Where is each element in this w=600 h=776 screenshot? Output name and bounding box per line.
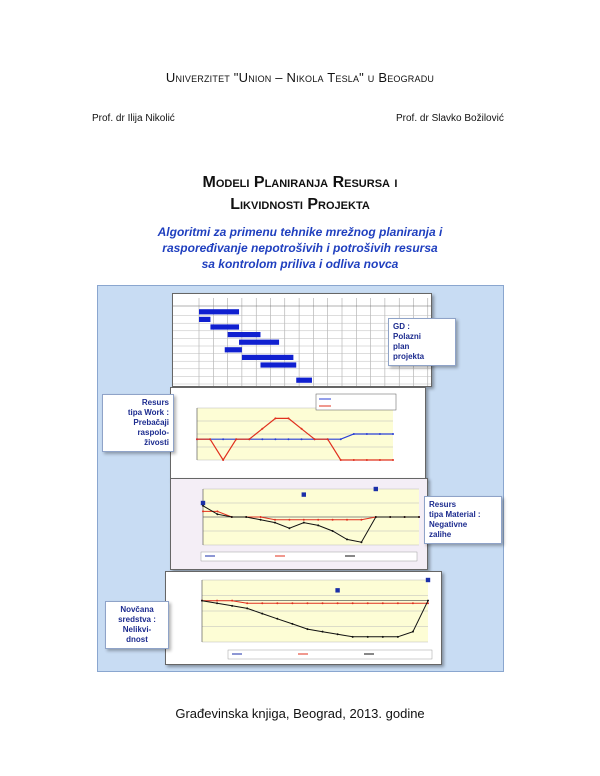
series-marker [288, 527, 290, 529]
series-marker [322, 631, 324, 633]
series-marker [261, 613, 263, 615]
series-marker [337, 602, 339, 604]
series-marker [360, 519, 362, 521]
series-marker [375, 516, 377, 518]
series-marker [418, 516, 420, 518]
series-marker [196, 438, 198, 440]
university-name: Univerzitet "Union – Nikola Tesla" u Beogradu [165, 70, 435, 85]
title-line-2: Likvidnosti Projekta [230, 196, 370, 213]
series-marker [382, 636, 384, 638]
gantt-bar [239, 340, 279, 345]
series-marker [303, 519, 305, 521]
series-marker [216, 602, 218, 604]
series-marker [306, 628, 308, 630]
series-marker [202, 505, 204, 507]
callout-material [424, 496, 502, 544]
series-marker [392, 459, 394, 461]
series-marker [337, 633, 339, 635]
series-marker [231, 600, 233, 602]
series-marker [303, 522, 305, 524]
series-marker [231, 516, 233, 518]
money-chart-svg [166, 572, 441, 664]
book-subtitle [0, 224, 600, 272]
series-marker [274, 438, 276, 440]
callout-money-line: sredstva : [118, 615, 156, 624]
callout-money-line: dnost [126, 635, 148, 644]
gantt-bar [228, 332, 261, 337]
series-marker [291, 602, 293, 604]
series-marker [201, 600, 203, 602]
series-marker [366, 433, 368, 435]
series-marker [216, 513, 218, 515]
book-title [0, 172, 600, 216]
callout-money [105, 601, 169, 649]
callout-work-line: raspolo- [137, 428, 169, 437]
series-marker [327, 438, 329, 440]
callout-material-line: Negativne [429, 520, 468, 529]
series-marker [360, 541, 362, 543]
material-chart-svg [171, 479, 427, 569]
money_legend-legend-box [228, 650, 432, 659]
gantt-bar [199, 309, 239, 314]
series-marker [317, 519, 319, 521]
author-left: Prof. dr Ilija Nikolić [92, 113, 175, 124]
callout-money-line: Nelikvi- [122, 625, 152, 634]
series-marker [276, 602, 278, 604]
callout-work-line: Prebačaji [133, 418, 169, 427]
series-marker [235, 438, 237, 440]
series-marker [301, 428, 303, 430]
series-marker [246, 602, 248, 604]
series-marker [427, 600, 429, 602]
series-marker [274, 522, 276, 524]
series-marker [412, 631, 414, 633]
series-marker [216, 510, 218, 512]
gantt-bar [210, 324, 239, 329]
material_legend-legend-box [201, 552, 417, 561]
series-point [374, 487, 378, 491]
series-marker [222, 459, 224, 461]
gantt-bar [225, 347, 242, 352]
series-marker [397, 602, 399, 604]
callout-material-line: zalihe [429, 530, 452, 539]
series-marker [332, 519, 334, 521]
callout-work [102, 394, 174, 452]
series-marker [382, 602, 384, 604]
callout-money-line: Novčana [120, 605, 154, 614]
subtitle-line-3: sa kontrolom priliva i odliva novca [201, 257, 399, 271]
callout-gd-line: Polazni [393, 332, 422, 341]
publisher-footer: Građevinska knjiga, Beograd, 2013. godine [175, 706, 425, 721]
series-marker [274, 417, 276, 419]
gantt-bar [296, 378, 312, 383]
series-marker [314, 438, 316, 440]
series-marker [261, 602, 263, 604]
gantt-bar [260, 362, 296, 367]
author-right: Prof. dr Slavko Božilović [396, 113, 504, 124]
work-legend-box [316, 394, 396, 410]
series-marker [260, 519, 262, 521]
series-marker [248, 438, 250, 440]
subtitle-line-2: raspoređivanje nepotrošivih i potrošivih resursa [162, 241, 438, 255]
series-marker [340, 459, 342, 461]
series-marker [222, 438, 224, 440]
series-marker [287, 417, 289, 419]
series-marker [301, 438, 303, 440]
series-marker [404, 516, 406, 518]
series-marker [291, 623, 293, 625]
series-marker [322, 602, 324, 604]
series-point [302, 492, 306, 496]
series-marker [379, 433, 381, 435]
gantt-bar [242, 355, 293, 360]
series-marker [346, 519, 348, 521]
callout-material-line: tipa Material : [429, 510, 481, 519]
series-marker [216, 600, 218, 602]
series-marker [209, 438, 211, 440]
series-marker [317, 524, 319, 526]
callout-gd-line: projekta [393, 352, 425, 361]
callout-gd [388, 318, 456, 366]
series-marker [392, 433, 394, 435]
series-marker [246, 607, 248, 609]
series-marker [367, 602, 369, 604]
series-marker [306, 602, 308, 604]
callout-gd-line: GD : [393, 322, 410, 331]
series-marker [261, 428, 263, 430]
subtitle-line-1: Algoritmi za primenu tehnike mrežnog planiranja i [157, 225, 443, 239]
series-marker [340, 438, 342, 440]
series-marker [260, 516, 262, 518]
series-marker [346, 538, 348, 540]
material-resource-chart [170, 478, 428, 570]
series-marker [287, 438, 289, 440]
callout-work-line: tipa Work : [127, 408, 169, 417]
callout-work-line: Resurs [141, 398, 169, 407]
series-marker [332, 530, 334, 532]
title-line-1: Modeli Planiranja Resursa i [202, 174, 398, 191]
series-marker [245, 516, 247, 518]
series-marker [261, 438, 263, 440]
callout-work-line: živosti [144, 438, 169, 447]
series-marker [379, 459, 381, 461]
series-marker [352, 602, 354, 604]
series-marker [274, 519, 276, 521]
series-point [426, 578, 430, 582]
gantt-bar [199, 317, 210, 322]
series-marker [202, 510, 204, 512]
series-marker [353, 433, 355, 435]
work-chart-svg [171, 388, 425, 479]
series-point [201, 501, 205, 505]
callout-material-line: Resurs [429, 500, 457, 509]
work-resource-chart [170, 387, 426, 480]
money-chart [165, 571, 442, 665]
series-marker [397, 636, 399, 638]
series-marker [366, 459, 368, 461]
series-point [335, 588, 339, 592]
series-marker [412, 602, 414, 604]
series-marker [276, 618, 278, 620]
series-marker [288, 519, 290, 521]
series-marker [389, 516, 391, 518]
series-marker [353, 459, 355, 461]
series-marker [352, 636, 354, 638]
series-marker [231, 605, 233, 607]
callout-gd-line: plan [393, 342, 410, 351]
series-marker [367, 636, 369, 638]
